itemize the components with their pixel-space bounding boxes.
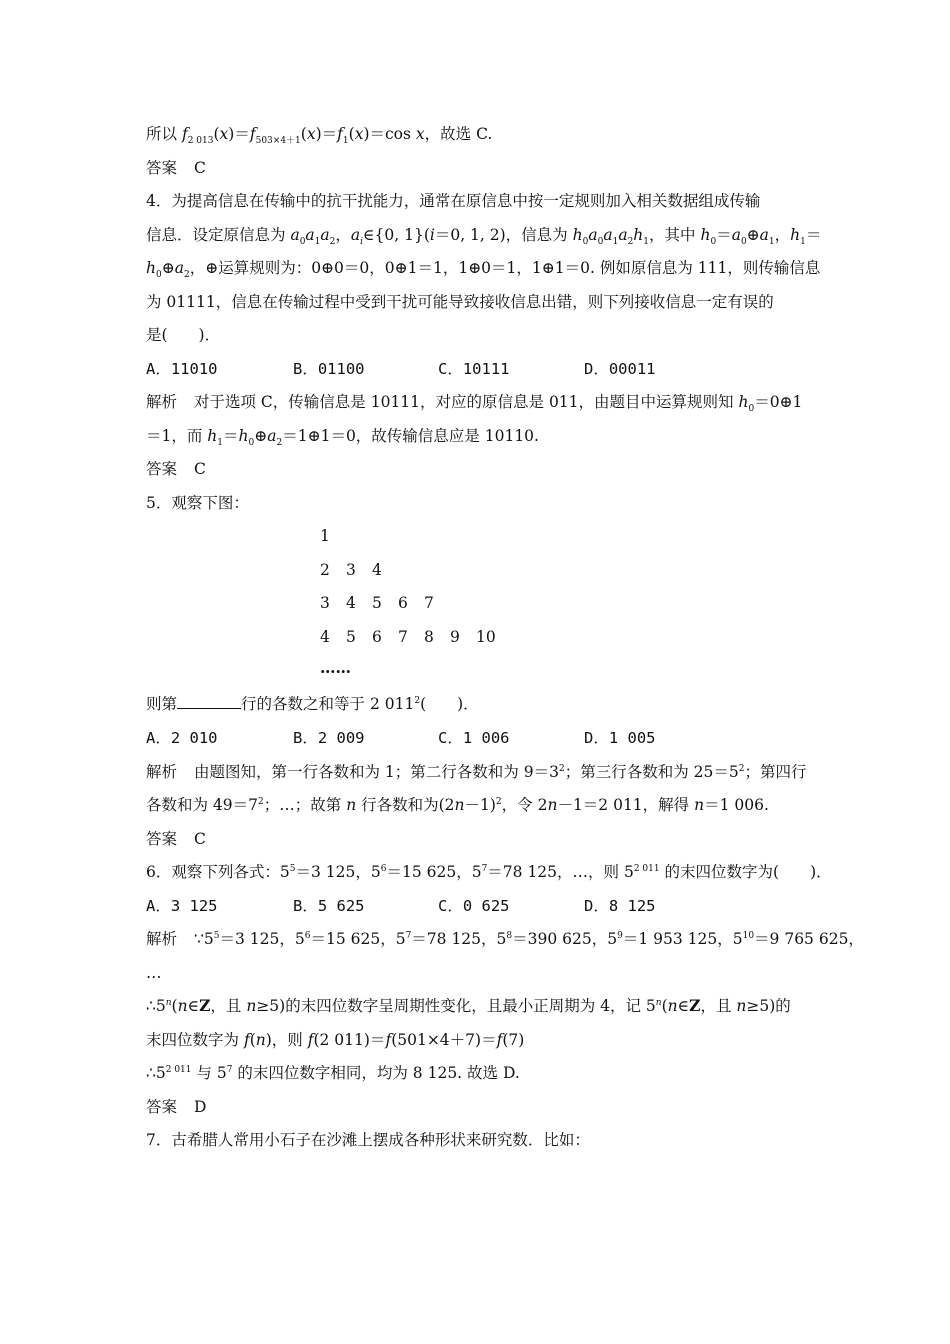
triangle-number: 7 (424, 594, 434, 612)
q6-option-c: C．0 625 (438, 897, 510, 915)
triangle-number: 7 (398, 628, 408, 646)
q5-option-c: C．1 006 (438, 729, 510, 747)
triangle-number: 2 (320, 561, 330, 579)
q6-option-d: D．8 125 (584, 897, 656, 915)
q4-stem-line: 是( )． (146, 326, 221, 344)
triangle-number: 4 (320, 628, 330, 646)
triangle-number: 5 (372, 594, 382, 612)
q4-answer (146, 459, 206, 479)
triangle-number: 8 (424, 628, 434, 646)
q6-analysis (146, 929, 864, 949)
answer-value: D (194, 1098, 207, 1116)
triangle-row (320, 593, 450, 613)
answer-blank (177, 694, 241, 709)
q5-analysis-cont: 各数和为 $49=7^2$；…；故第 n 行各数和为$(2n-1)^2$，令 2n－1＝2 011，解得 n＝1 006. (146, 796, 769, 814)
triangle-number: 9 (450, 628, 460, 646)
q5-stem: 5．观察下图： (146, 494, 249, 512)
q6-analysis-cont: $\therefore 5^{2 011}$ 与 $5^7$ 的末四位数字相同，均为 8 125. 故选 D. (146, 1064, 520, 1082)
q3-conclusion (146, 124, 493, 147)
triangle-row (320, 526, 346, 546)
triangle-number: 4 (372, 561, 382, 579)
analysis-label: 解析 (146, 393, 178, 411)
q4-analysis-cont: ＝1，而 $h_1=h_0\oplus a_2=1\oplus 1=0$，故传输信息应是 10110. (146, 427, 539, 449)
triangle-number: 4 (346, 594, 356, 612)
q6-analysis-cont: 末四位数字为 f(n)，则 f(2 011)＝f(501×4＋7)＝f(7) (146, 1031, 525, 1049)
triangle-number: 6 (372, 628, 382, 646)
q5-question (146, 694, 479, 714)
triangle-ellipsis: …… (320, 658, 351, 677)
answer-label: 答案 (146, 460, 178, 478)
q3-prefix: 所以 (146, 125, 178, 143)
q4-option-b: B．01100 (293, 360, 365, 378)
q5-question-suffix: 行的各数之和等于 2 $011^2$( )． (241, 695, 479, 713)
triangle-number: 1 (320, 527, 330, 545)
q4-stem-line: 信息．设定原信息为 $a_0a_1a_2$，$a_i\in\{0$, 1}(i＝0, 1, 2)，信息为 $h_0a_0a_1a_2h_1$，其中 $h_0=a_0\oplus a_1$，$h_1=$ (146, 226, 822, 248)
answer-value: C (194, 830, 206, 848)
triangle-number: 3 (346, 561, 356, 579)
q5-option-d: D．1 005 (584, 729, 656, 747)
analysis-label: 解析 (146, 763, 178, 781)
q4-stem-line: $h_0\oplus a_2$，⊕运算规则为：0⊕0＝0，0⊕1＝1，1⊕0＝1，1⊕1＝0. 例如原信息为 111，则传输信息 (146, 259, 821, 281)
q4-stem-line: 4．为提高信息在传输中的抗干扰能力，通常在原信息中按一定规则加入相关数据组成传输 (146, 192, 761, 210)
triangle-row (320, 627, 502, 647)
q4-option-d: D．00011 (584, 360, 656, 378)
q3-answer (146, 158, 206, 178)
q5-question-prefix: 则第 (146, 695, 178, 713)
analysis-label: 解析 (146, 930, 178, 948)
triangle-row (320, 560, 398, 580)
answer-label: 答案 (146, 1098, 178, 1116)
triangle-number: 3 (320, 594, 330, 612)
q6-analysis-ellipsis: … (146, 964, 162, 982)
q4-option-a: A．11010 (146, 360, 218, 378)
triangle-number: 6 (398, 594, 408, 612)
triangle-number: 10 (476, 628, 496, 646)
q4-option-c: C．10111 (438, 360, 510, 378)
answer-label: 答案 (146, 830, 178, 848)
q6-option-b: B．5 625 (293, 897, 365, 915)
q5-analysis (146, 762, 806, 782)
analysis-text: 由题图知，第一行各数和为 1；第二行各数和为 $9=3^2$；第三行各数和为 $25=5^2$；第四行 (194, 763, 807, 781)
q6-stem: 6．观察下列各式：$5^5=3$ 125，$5^6=15$ 625，$5^7=78$ 125，…，则 $5^{2 011}$ 的末四位数字为( )． (146, 863, 832, 881)
q7-stem: 7．古希腊人常用小石子在沙滩上摆成各种形状来研究数．比如： (146, 1131, 590, 1149)
q4-analysis (146, 392, 803, 415)
q6-answer (146, 1097, 206, 1117)
analysis-text: $\because 5^5=3$ 125，$5^6=15$ 625，$5^7=78$ 125，$5^8=390$ 625，$5^9=1$ 953 125，$5^{10}=9$ 765 625， (194, 930, 864, 948)
q3-formula: $f_{2 013}(x)=f_{503\times 4+1}(x)=f_1(x)=\cos$ x，故选 C. (181, 125, 493, 147)
triangle-number: 5 (346, 628, 356, 646)
answer-label: 答案 (146, 159, 178, 177)
answer-value: C (194, 460, 206, 478)
q6-analysis-cont: ∴5$^n$(n∈Z，且 n≥5)的末四位数字呈周期性变化，且最小正周期为 4，记 5$^n$(n∈Z，且 n≥5)的 (146, 996, 791, 1015)
q6-option-a: A．3 125 (146, 897, 218, 915)
q4-stem-line: 为 01111，信息在传输过程中受到干扰可能导致接收信息出错，则下列接收信息一定有误的 (146, 293, 774, 311)
q5-option-b: B．2 009 (293, 729, 365, 747)
q5-answer (146, 829, 206, 849)
q5-option-a: A．2 010 (146, 729, 218, 747)
analysis-text: 对于选项 C，传输信息是 10111，对应的原信息是 011，由题目中运算规则知 $h_0=0\oplus 1$ (194, 393, 803, 415)
answer-value: C (194, 159, 206, 177)
